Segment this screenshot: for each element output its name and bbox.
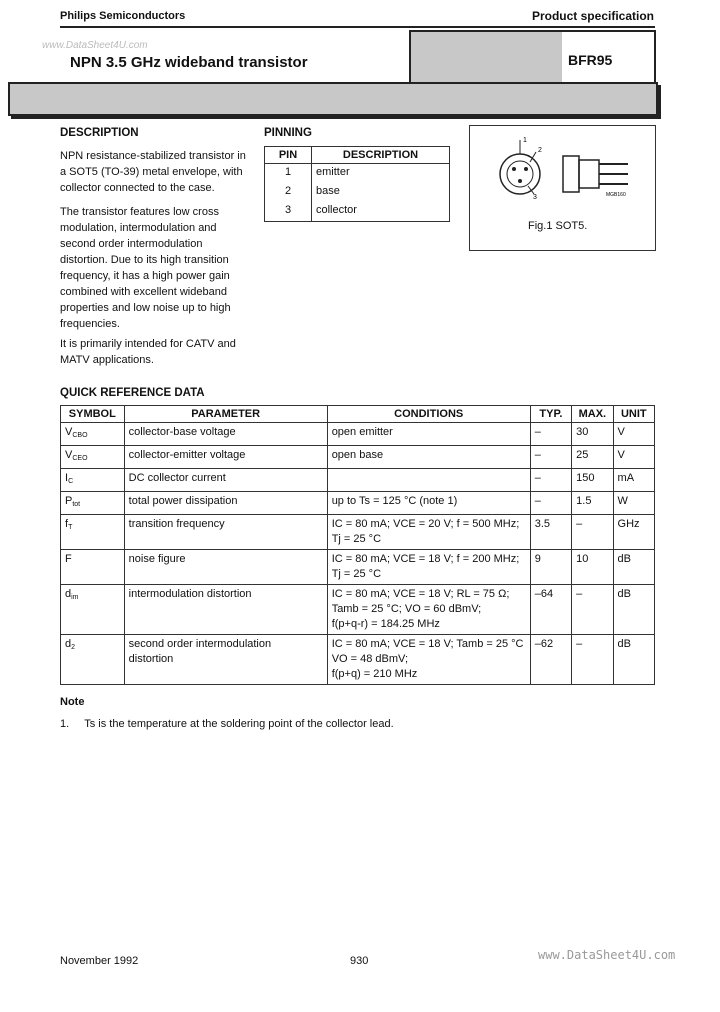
spec-type: Product specification (531, 9, 654, 23)
pin-description: collector (312, 202, 450, 222)
max-value: 30 (572, 423, 613, 446)
max-value: 10 (572, 550, 613, 585)
unit: dB (613, 550, 654, 585)
parameter: collector-base voltage (124, 423, 327, 446)
max-value: 25 (572, 446, 613, 469)
parameter: second order intermodulation distortion (124, 635, 327, 685)
document-title: NPN 3.5 GHz wideband transistor (70, 54, 308, 71)
note-number: 1. (60, 718, 70, 730)
figure-box (469, 125, 656, 251)
table-row (265, 183, 450, 202)
symbol: $f_T$ (61, 515, 125, 550)
unit: GHz (613, 515, 654, 550)
col-conditions: CONDITIONS (327, 406, 530, 423)
col-symbol: SYMBOL (61, 406, 125, 423)
typ-value: – (530, 446, 571, 469)
pin-number: 3 (265, 202, 312, 222)
symbol: $I_C$ (61, 469, 125, 492)
table-row (265, 164, 450, 184)
table-row (61, 550, 655, 585)
conditions: IC = 80 mA; VCE = 20 V; f = 500 MHz; Tj = 25 °C (327, 515, 530, 550)
pinning-heading: PINNING (264, 127, 312, 139)
symbol: $P_{tot}$ (61, 492, 125, 515)
col-typ: TYP. (530, 406, 571, 423)
max-value: – (572, 585, 613, 635)
figure-caption: Fig.1 SOT5. (528, 220, 588, 232)
symbol: F (61, 550, 125, 585)
pin-label-2: 2 (538, 147, 542, 154)
table-row (61, 423, 655, 446)
unit: W (613, 492, 654, 515)
typ-value: 9 (530, 550, 571, 585)
parameter: transition frequency (124, 515, 327, 550)
watermark-top: www.DataSheet4U.com (42, 40, 148, 51)
col-max: MAX. (572, 406, 613, 423)
table-row (61, 585, 655, 635)
symbol: $V_{CBO}$ (61, 423, 125, 446)
conditions: open base (327, 446, 530, 469)
qrd-heading: QUICK REFERENCE DATA (60, 387, 205, 399)
transistor-package-drawing (470, 126, 655, 216)
watermark-bottom: www.DataSheet4U.com (538, 948, 676, 962)
pin-label-3: 3 (533, 194, 537, 201)
quick-reference-table (60, 405, 655, 685)
note-1 (60, 718, 394, 730)
symbol: $d_{im}$ (61, 585, 125, 635)
description-heading: DESCRIPTION (60, 127, 139, 139)
parameter: DC collector current (124, 469, 327, 492)
pin-label-1: 1 (523, 137, 527, 144)
parameter: intermodulation distortion (124, 585, 327, 635)
header-band (8, 82, 658, 116)
conditions (327, 469, 530, 492)
description-para-1: NPN resistance-stabilized transistor in a SOT5 (TO-39) metal envelope, with collector connected to the case. (60, 150, 246, 194)
typ-value: – (530, 423, 571, 446)
pin-number: 1 (265, 164, 312, 184)
description-para-3: It is primarily intended for CATV and MATV applications. (60, 338, 236, 366)
parameter: collector-emitter voltage (124, 446, 327, 469)
symbol: $V_{CEO}$ (61, 446, 125, 469)
company-name: Philips Semiconductors (60, 10, 186, 22)
pin-col-header: PIN (265, 147, 312, 164)
typ-value: – (530, 492, 571, 515)
unit: dB (613, 635, 654, 685)
table-row (61, 635, 655, 685)
max-value: – (572, 635, 613, 685)
conditions: IC = 80 mA; VCE = 18 V; Tamb = 25 °C VO = 48 dBmV; f(p+q) = 210 MHz (327, 635, 530, 685)
note-heading: Note (60, 696, 85, 708)
col-parameter: PARAMETER (124, 406, 327, 423)
table-row (265, 202, 450, 222)
unit: mA (613, 469, 654, 492)
pin-desc-col-header: DESCRIPTION (312, 147, 450, 164)
max-value: 150 (572, 469, 613, 492)
part-number: BFR95 (568, 52, 613, 68)
col-unit: UNIT (613, 406, 654, 423)
drawing-code: MGB160 (606, 192, 626, 198)
max-value: 1.5 (572, 492, 613, 515)
table-row (61, 492, 655, 515)
parameter: total power dissipation (124, 492, 327, 515)
unit: V (613, 423, 654, 446)
typ-value: –62 (530, 635, 571, 685)
conditions: IC = 80 mA; VCE = 18 V; RL = 75 Ω; Tamb = 25 °C; VO = 60 dBmV; f(p+q-r) = 184.25 MHz (327, 585, 530, 635)
pin-description: emitter (312, 164, 450, 184)
footer-date: November 1992 (60, 955, 139, 967)
symbol: $d_2$ (61, 635, 125, 685)
pin-number: 2 (265, 183, 312, 202)
pin-description: base (312, 183, 450, 202)
unit: V (613, 446, 654, 469)
footer-page-number: 930 (350, 955, 369, 967)
pinning-table (264, 146, 450, 222)
table-row (61, 446, 655, 469)
header-rule (60, 26, 655, 28)
conditions: open emitter (327, 423, 530, 446)
parameter: noise figure (124, 550, 327, 585)
max-value: – (572, 515, 613, 550)
table-row (61, 515, 655, 550)
unit: dB (613, 585, 654, 635)
typ-value: –64 (530, 585, 571, 635)
note-text: Ts is the temperature at the soldering point of the collector lead. (84, 718, 394, 730)
table-row (61, 469, 655, 492)
description-para-2: The transistor features low cross modulation, intermodulation and second order intermodulation distortion. Due to its high transition frequency, it has a high power gain combined with excellent wideband properties and low noise up to high frequencies. (60, 206, 231, 330)
typ-value: 3.5 (530, 515, 571, 550)
conditions: IC = 80 mA; VCE = 18 V; f = 200 MHz; Tj = 25 °C (327, 550, 530, 585)
typ-value: – (530, 469, 571, 492)
conditions: up to Ts = 125 °C (note 1) (327, 492, 530, 515)
